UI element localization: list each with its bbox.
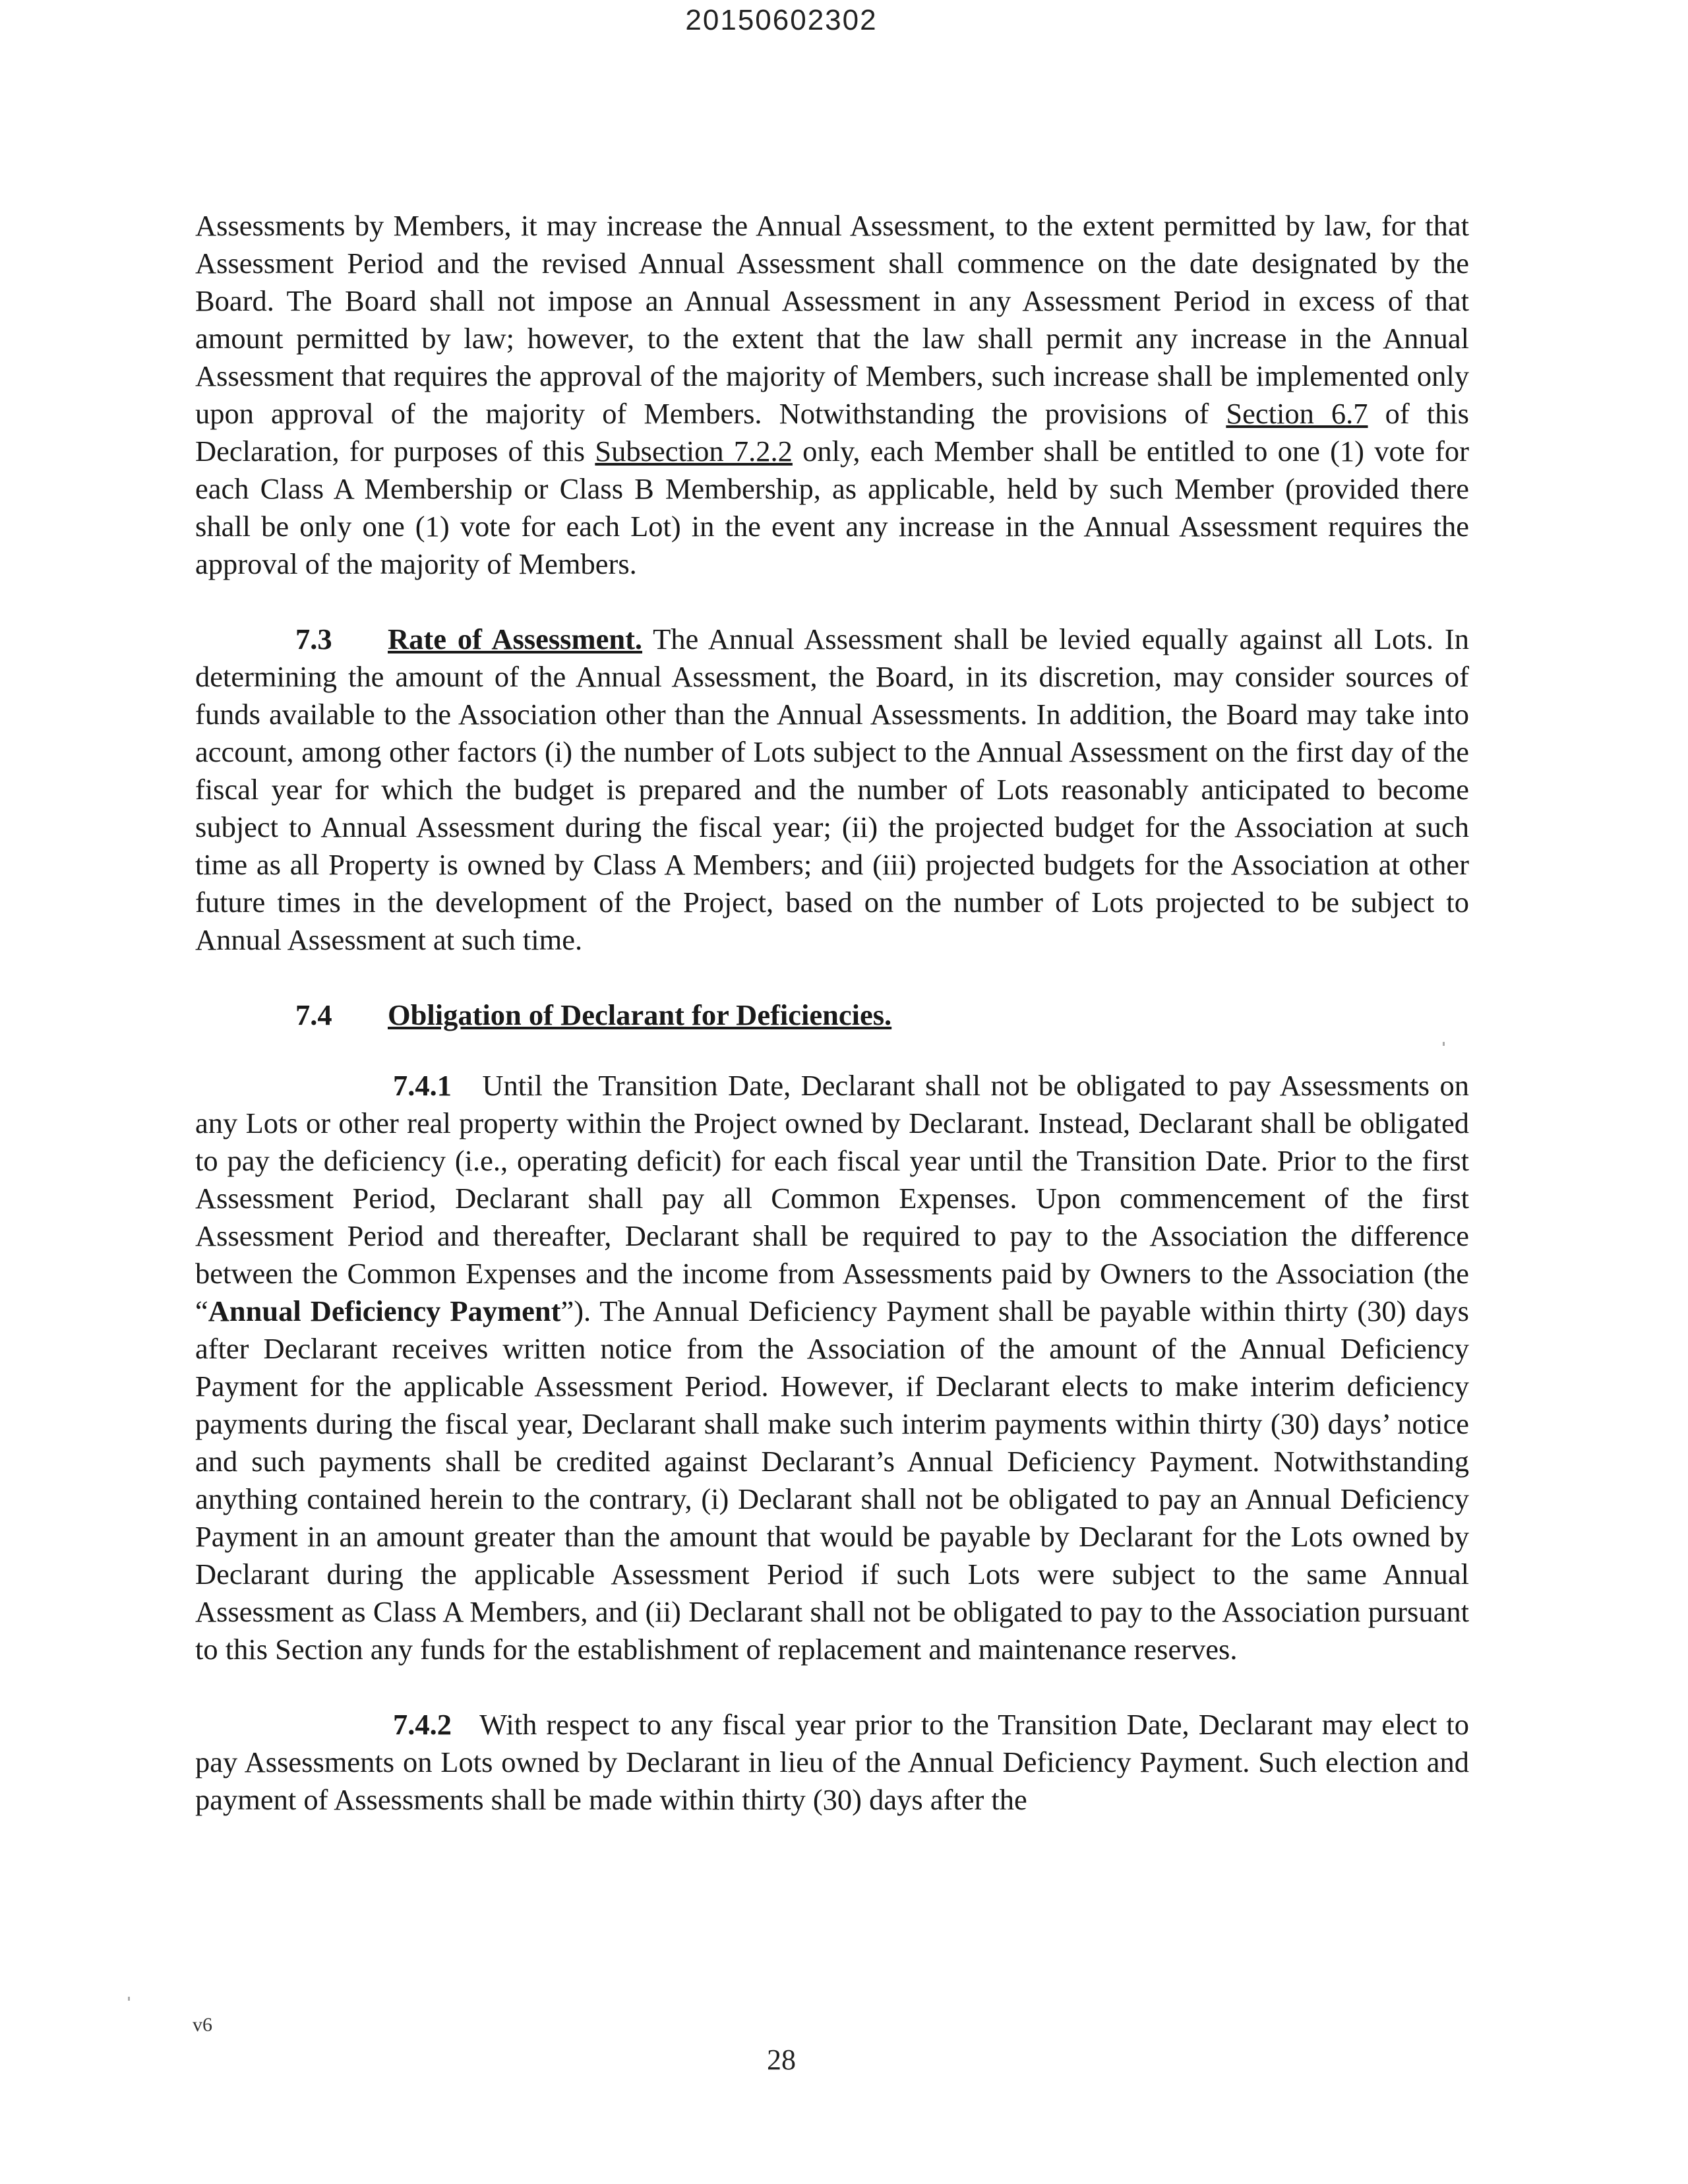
subsection-text: Until the Transition Date, Declarant shall not be obligated to pay Assessments on any Lots or other real property within the Project owned by Declarant. Instead, Declarant shall be obligated to pay the deficiency (i.e., operating deficit) for each fiscal year until the Transition Date. Prior to the first Assessment Period, Declarant shall pay all Common Expenses. Upon commencement of the first Assessment Period and thereafter, Declarant shall be required to pay to the Association the difference between the Common Expenses and the income from Assessments paid by Owners to the Association (the “ [195, 1069, 1469, 1327]
subsection-text: With respect to any fiscal year prior to the Transition Date, Declarant may elect to pay Assessments on Lots owned by Declarant in lieu of the Annual Deficiency Payment. Such election and payment of Assessments shall be made within thirty (30) days after the [195, 1708, 1469, 1816]
version-label: v6 [193, 2014, 212, 2036]
section-7-3 [195, 621, 1469, 959]
scan-artifact [128, 1997, 130, 2001]
section-heading: Obligation of Declarant for Deficiencies. [388, 998, 892, 1031]
paragraph-text: Assessments by Members, it may increase the Annual Assessment, to the extent permitted by law, for that Assessment Period and the revised Annual Assessment shall commence on the date designated by the Board. The Board shall not impose an Annual Assessment in any Assessment Period in excess of that amount permitted by law; however, to the extent that the law shall permit any increase in the Annual Assessment that requires the approval of the majority of Members, such increase shall be implemented only upon approval of the majority of Members. Notwithstanding the provisions of [195, 209, 1469, 430]
paragraph-text: of this Declaration, for purposes of this [195, 397, 1469, 468]
paragraph-assessment-increase [195, 207, 1469, 583]
subsection-7-4-1 [195, 1067, 1469, 1668]
scan-artifact [1443, 1042, 1445, 1046]
page-number: 28 [767, 2044, 796, 2076]
section-reference-link: Section 6.7 [1226, 397, 1368, 430]
section-7-4-heading [195, 996, 1469, 1034]
document-number: 20150602302 [685, 4, 878, 36]
section-heading: Rate of Assessment. [388, 622, 643, 655]
subsection-7-4-2 [195, 1706, 1469, 1819]
subsection-number: 7.4.2 [393, 1708, 452, 1741]
section-number: 7.4 [295, 998, 332, 1031]
subsection-reference-link: Subsection 7.2.2 [595, 435, 793, 468]
section-text: The Annual Assessment shall be levied equally against all Lots. In determining the amount of the Annual Assessment, the Board, in its discretion, may consider sources of funds available to the Association other than the Annual Assessments. In addition, the Board may take into account, among other factors (i) the number of Lots subject to the Annual Assessment on the first day of the fiscal year for which the budget is prepared and the number of Lots reasonably anticipated to become subject to Annual Assessment during the fiscal year; (ii) the projected budget for the Association at such time as all Property is owned by Class A Members; and (iii) projected budgets for the Association at other future times in the development of the Project, based on the number of Lots projected to be subject to Annual Assessment at such time. [195, 622, 1469, 956]
document-body [195, 207, 1469, 1819]
subsection-number: 7.4.1 [393, 1069, 452, 1102]
paragraph-text: only, each Member shall be entitled to one (1) vote for each Class A Membership or Class B Membership, as applicable, held by such Member (provided there shall be only one (1) vote for each Lot) in the event any increase in the Annual Assessment requires the approval of the majority of Members. [195, 435, 1469, 580]
defined-term: Annual Deficiency Payment [208, 1294, 561, 1327]
subsection-text: ”). The Annual Deficiency Payment shall be payable within thirty (30) days after Declarant receives written notice from the Association of the amount of the Annual Deficiency Payment for the applicable Assessment Period. However, if Declarant elects to make interim deficiency payments during the fiscal year, Declarant shall make such interim payments within thirty (30) days’ notice and such payments shall be credited against Declarant’s Annual Deficiency Payment. Notwithstanding anything contained herein to the contrary, (i) Declarant shall not be obligated to pay an Annual Deficiency Payment in an amount greater than the amount that would be payable by Declarant for the Lots owned by Declarant during the applicable Assessment Period if such Lots were subject to the same Annual Assessment as Class A Members, and (ii) Declarant shall not be obligated to pay to the Association pursuant to this Section any funds for the establishment of replacement and maintenance reserves. [195, 1294, 1469, 1666]
section-number: 7.3 [295, 622, 332, 655]
